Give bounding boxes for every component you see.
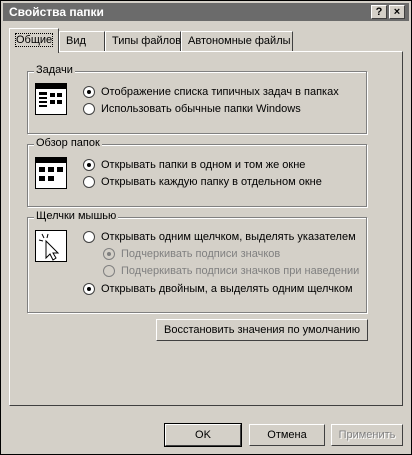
click-items-group (27, 210, 367, 313)
ok-button[interactable]: OK (165, 424, 241, 446)
tasks-group (27, 64, 367, 134)
underline-always-label: Подчеркивать подписи значков (121, 248, 281, 260)
tab-view-label: Вид (66, 35, 86, 47)
tab-file-types-label: Типы файлов (112, 35, 182, 47)
show-common-tasks-label: Отображение списка типичных задач в папках (101, 86, 339, 98)
apply-button[interactable]: Применить (331, 424, 403, 446)
folder-window-icon (35, 157, 67, 189)
tab-general-label: Общие (16, 34, 53, 46)
folder-webview-icon (35, 83, 67, 115)
tab-offline-files[interactable] (181, 31, 293, 51)
double-click-radio[interactable] (83, 283, 95, 295)
window-title: Свойства папки (9, 5, 104, 19)
tasks-group-title: Задачи (36, 64, 73, 76)
show-common-tasks-radio[interactable] (83, 86, 95, 98)
double-click-label: Открывать двойным, а выделять одним щелчком (101, 283, 353, 295)
separate-window-label: Открывать каждую папку в отдельном окне (101, 176, 322, 188)
click-items-group-title: Щелчки мышью (36, 210, 117, 222)
underline-always-radio[interactable] (103, 248, 115, 260)
restore-defaults-button[interactable]: Восстановить значения по умолчанию (156, 319, 368, 341)
title-bar (3, 3, 409, 21)
cancel-button[interactable]: Отмена (249, 424, 325, 446)
tab-file-types[interactable] (105, 31, 181, 51)
tab-offline-files-label: Автономные файлы (188, 35, 291, 47)
separate-window-option[interactable] (83, 175, 363, 189)
browse-folders-group-title: Обзор папок (36, 137, 100, 149)
same-window-option[interactable] (83, 158, 363, 172)
pointer-click-icon (35, 230, 67, 262)
underline-hover-radio[interactable] (103, 265, 115, 277)
classic-folders-radio[interactable] (83, 103, 95, 115)
same-window-radio[interactable] (83, 159, 95, 171)
single-click-option[interactable] (83, 230, 363, 244)
underline-hover-label: Подчеркивать подписи значков при наведении (121, 265, 360, 277)
separate-window-radio[interactable] (83, 176, 95, 188)
same-window-label: Открывать папки в одном и том же окне (101, 159, 306, 171)
tab-general[interactable] (9, 28, 59, 53)
single-click-radio[interactable] (83, 231, 95, 243)
general-tab-panel (9, 51, 403, 406)
classic-folders-option[interactable] (83, 102, 363, 116)
classic-folders-label: Использовать обычные папки Windows (101, 103, 301, 115)
double-click-option[interactable] (83, 282, 363, 296)
show-common-tasks-option[interactable] (83, 85, 363, 99)
single-click-label: Открывать одним щелчком, выделять указателем (101, 231, 356, 243)
tab-view[interactable] (59, 31, 105, 51)
underline-hover-option[interactable] (103, 264, 363, 278)
underline-always-option[interactable] (103, 247, 363, 261)
browse-folders-group (27, 137, 367, 207)
help-button[interactable]: ? (371, 5, 387, 19)
close-button[interactable]: × (389, 5, 405, 19)
